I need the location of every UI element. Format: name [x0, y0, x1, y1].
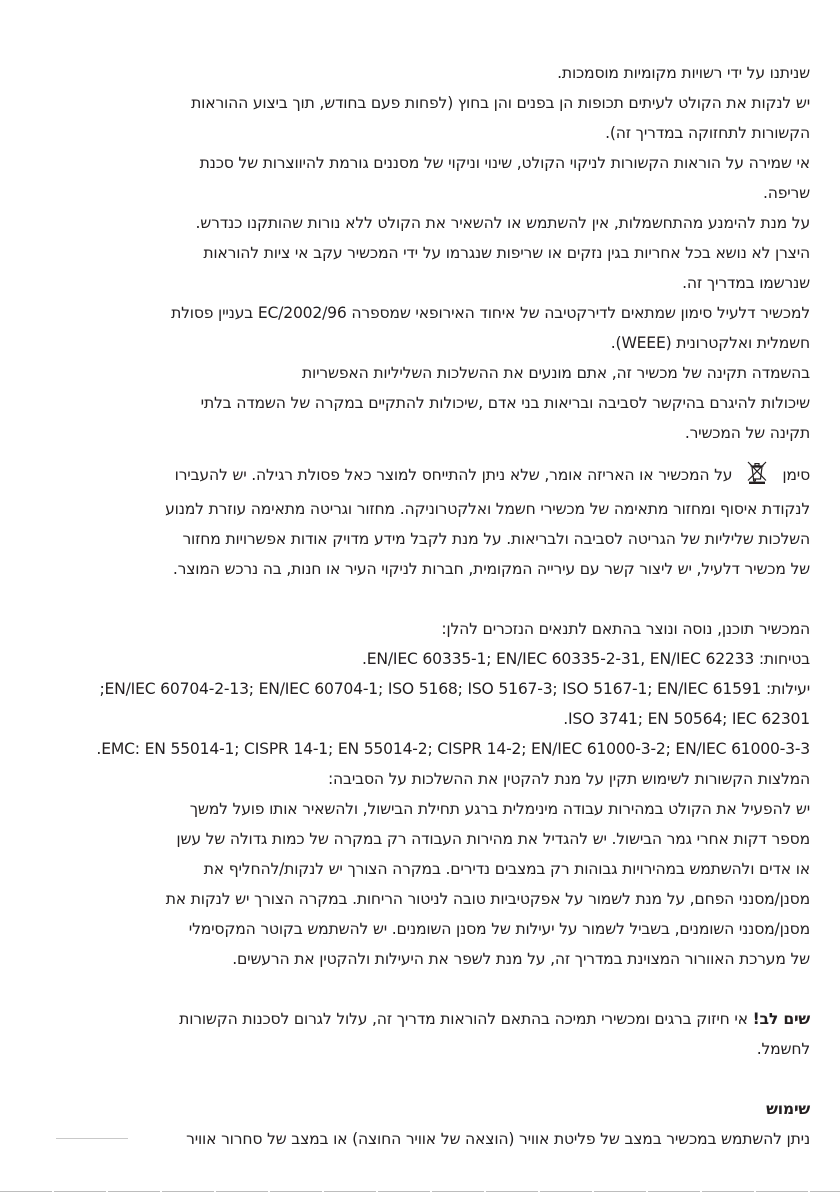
text-line: של מערכת האוורור המצוינת במדריך זה, על מנת לשפר את היעילות ולהקטין את הרעשים. — [232, 950, 810, 968]
text-line: ניתן להשתמש במכשיר במצב של פליטת אוויר (הוצאה של אוויר החוצה) או במצב של סחרור אוויר — [186, 1130, 810, 1148]
paragraph-gap — [88, 974, 810, 1004]
text-line: לנקודת איסוף ומחזור מתאימה של מכשירי חשמל ואלקטרוניקה. מחזור וגריטה מתאימה עוזרת למנוע — [165, 500, 810, 518]
footer-rule — [56, 1138, 128, 1139]
text-line: לחשמל. — [756, 1040, 810, 1058]
text-line: למכשיר דלעיל סימון שמתאים לדירקטיבה של איחוד האירופאי שמספרה EC/2002/96 בעניין פסולת — [171, 304, 810, 322]
text-line: שיכולות להיגרם בהיקשר לסביבה ובריאות בני אדם ,שיכולות להתקיים במקרה של השמדה בלתי — [200, 394, 810, 412]
text-line: מסנן/מסנני הפחם, על מנת לשמור על אפקטיביות טובה לניטור הריחות. במקרה הצורך יש לנקות את — [165, 890, 810, 908]
text-line: המלצות הקשורות לשימוש תקין על מנת להקטין את ההשלכות על הסביבה: — [327, 770, 810, 788]
paragraph-gap — [88, 584, 810, 614]
text-line: אי שמירה על הוראות הקשורות לניקוי הקולט, שינוי וניקוי של מסננים גורמת להיווצרות של סכנת — [199, 154, 810, 172]
text-line: ISO 3741; EN 50564; IEC 62301. — [563, 710, 810, 728]
text-line: יש לנקות את הקולט לעיתים תכופות הן בפנים והן בחוץ (לפחות פעם בחודש, תוך ביצוע ההוראות — [191, 94, 810, 112]
text-line: יש להפעיל את הקולט במהירות עבודה מינימלית ברגע תחילת הבישול, ולהשאיר אותו פועל למשך — [189, 800, 810, 818]
text-line: יעילות: EN/IEC 60704-2-13; EN/IEC 60704-1; ISO 5168; ISO 5167-3; ISO 5167-1; EN/IEC 61591; — [99, 680, 810, 698]
text-line: או אדים ולהשתמש במהירויות גבוהות רק במצבים נדירים. במקרה הצורך יש לנקות/להחליף את — [203, 860, 810, 878]
section-heading: שימוש — [766, 1100, 810, 1118]
text-line: השלכות שליליות של הגריטה לסביבה ולבריאות. על מנת לקבל מידע מדויק אודות אפשרויות מחזור — [182, 530, 810, 548]
text-line: בטיחות: EN/IEC 60335-1; EN/IEC 60335-2-31, EN/IEC 62233. — [362, 650, 810, 668]
paragraph-gap — [88, 1064, 810, 1094]
text-line: שריפה. — [762, 184, 810, 202]
attention-line — [88, 1004, 810, 1034]
document-page — [88, 58, 810, 1154]
text-line: סימן — [782, 466, 810, 484]
text-line: תקינה של המכשיר. — [684, 424, 810, 442]
text-line: על מנת להימנע מהתחשמלות, אין להשתמש או להשאיר את הקולט ללא נורות שהותקנו כנדרש. — [195, 214, 810, 232]
weee-line — [88, 460, 810, 494]
text-line: שנרשמו במדריך זה. — [682, 274, 810, 292]
text-line: הקשורות לתחזוקה במדריך זה). — [605, 124, 810, 142]
text-line: על המכשיר או האריזה אומר, שלא ניתן להתייחס למוצר כאל פסולת רגילה. יש להעבירו — [174, 466, 733, 484]
crossed-out-wheelie-bin-icon — [746, 460, 768, 494]
text-line: מספר דקות אחרי גמר הבישול. יש להגדיל את מהירות העבודה רק במקרה של כמות גדולה של עשן — [176, 830, 810, 848]
text-line: המכשיר תוכנן, נוסה ונוצר בהתאם לתנאים הנזכרים להלן: — [441, 620, 810, 638]
text-line: של מכשיר דלעיל, יש ליצור קשר עם עירייה המקומית, חברות לניקוי העיר או חנות, בה נרכש המוצר. — [172, 560, 810, 578]
text-line: שניתנו על ידי רשויות מקומיות מוסמכות. — [557, 64, 810, 82]
text-line: אי חיזוק ברגים ומכשירי תמיכה בהתאם להוראות מדריך זה, עלול לגרום לסכנות הקשורות — [179, 1010, 753, 1028]
text-line: היצרן לא נושא בכל אחריות בגין נזקים או שריפות שנגרמו על ידי המכשיר עקב אי ציות להוראות — [203, 244, 810, 262]
text-line: חשמלית ואלקטרונית (WEEE). — [610, 334, 810, 352]
text-line: בהשמדה תקינה של מכשיר זה, אתם מונעים את ההשלכות השליליות האפשריות — [302, 364, 810, 382]
attention-label: שים לב! — [752, 1010, 810, 1028]
text-line: מסנן/מסנני השומנים, בשביל לשמור על יעילות של מסנן השומנים. יש להשתמש בקוטר המקסימלי — [188, 920, 810, 938]
text-line: EMC: EN 55014-1; CISPR 14-1; EN 55014-2; CISPR 14-2; EN/IEC 61000-3-2; EN/IEC 61000-3-3. — [96, 740, 810, 758]
